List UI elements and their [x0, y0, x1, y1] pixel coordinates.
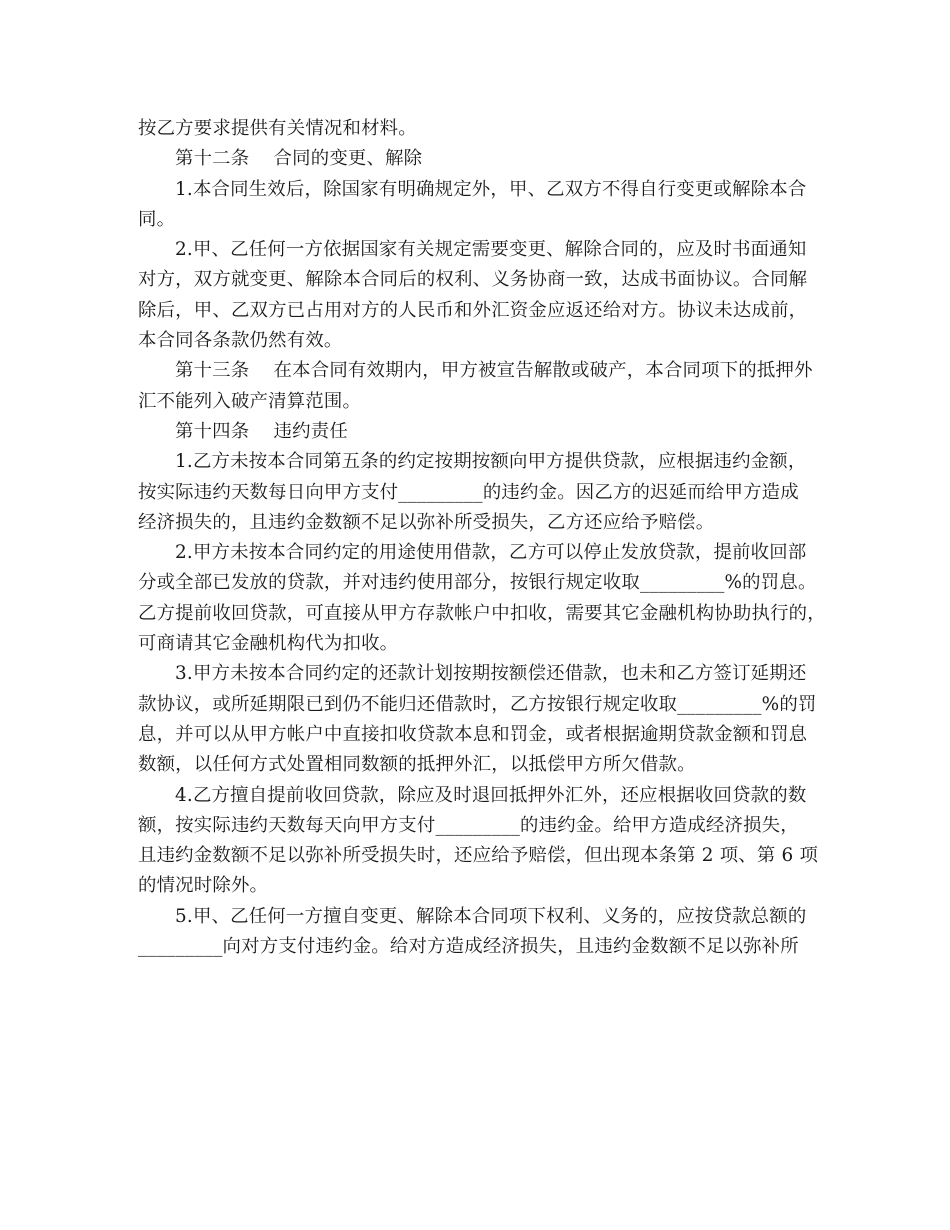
paragraph: [138, 902, 814, 963]
text-line: 按实际违约天数每日向甲方支付_________的违约金。因乙方的迟延而给甲方造成: [138, 481, 799, 503]
text-line: 息，并可以从甲方帐户中直接扣收贷款本息和罚金，或者根据逾期贷款金额和罚息: [138, 723, 808, 745]
text-line: 除后，甲、乙双方已占用对方的人民币和外汇资金应返还给对方。协议未达成前，: [138, 299, 808, 321]
text-line: 2.甲方未按本合同约定的用途使用借款，乙方可以停止发放贷款，提前收回部: [175, 542, 807, 564]
paragraph: [138, 114, 814, 144]
text-line: 且违约金数额不足以弥补所受损失时，还应给予赔偿，但出现本条第 2 项、第 6 项: [138, 845, 819, 867]
paragraph: [138, 175, 814, 236]
paragraph: [138, 356, 814, 417]
text-line: 的情况时除外。: [138, 875, 269, 897]
paragraph: [138, 235, 814, 356]
paragraph: [138, 781, 819, 902]
text-line: 经济损失的，且违约金数额不足以弥补所受损失，乙方还应给予赔偿。: [138, 511, 715, 533]
text-line: 4.乙方擅自提前收回贷款，除应及时退回抵押外汇外，还应根据收回贷款的数: [175, 784, 807, 806]
paragraph: [138, 447, 814, 538]
text-line: 乙方提前收回贷款，可直接从甲方存款帐户中扣收，需要其它金融机构协助执行的，: [138, 602, 826, 624]
text-line: 第十四条 违约责任: [175, 420, 348, 442]
text-line: 第十三条 在本合同有效期内，甲方被宣告解散或破产，本合同项下的抵押外: [175, 360, 813, 382]
paragraph: [138, 417, 814, 447]
text-line: 同。: [138, 208, 176, 230]
text-line: 分或全部已发放的贷款，并对违约使用部分，按银行规定收取_________%的罚息。: [138, 572, 817, 594]
text-line: 1.本合同生效后，除国家有明确规定外，甲、乙双方不得自行变更或解除本合: [175, 178, 807, 200]
text-line: 3.甲方未按本合同约定的还款计划按期按额偿还借款，也未和乙方签订延期还: [175, 663, 807, 685]
text-line: 数额，以任何方式处置相同数额的抵押外汇，以抵偿甲方所欠借款。: [138, 754, 696, 776]
text-line: 按乙方要求提供有关情况和材料。: [138, 118, 417, 139]
text-line: 额，按实际违约天数每天向甲方支付_________的违约金。给甲方造成经济损失，: [138, 814, 799, 836]
text-line: 款协议，或所延期限已到仍不能归还借款时，乙方按银行规定收取_________%的罚: [138, 693, 817, 715]
text-line: 第十二条 合同的变更、解除: [175, 148, 423, 170]
text-line: 2.甲、乙任何一方依据国家有关规定需要变更、解除合同的，应及时书面通知: [175, 239, 807, 261]
text-line: 汇不能列入破产清算范围。: [138, 390, 362, 412]
text-line: _________向对方支付违约金。给对方造成经济损失，且违约金数额不足以弥补所: [138, 936, 799, 958]
paragraph: [138, 538, 826, 659]
text-line: 本合同各条款仍然有效。: [138, 330, 343, 352]
text-line: 对方，双方就变更、解除本合同后的权利、义务协商一致，达成书面协议。合同解: [138, 269, 808, 291]
document-body: [138, 114, 826, 962]
text-line: 5.甲、乙任何一方擅自变更、解除本合同项下权利、义务的，应按贷款总额的: [175, 905, 807, 927]
paragraph: [138, 659, 817, 780]
text-line: 可商请其它金融机构代为扣收。: [138, 633, 399, 655]
text-line: 1.乙方未按本合同第五条的约定按期按额向甲方提供贷款，应根据违约金额，: [175, 451, 807, 473]
paragraph: [138, 144, 814, 174]
